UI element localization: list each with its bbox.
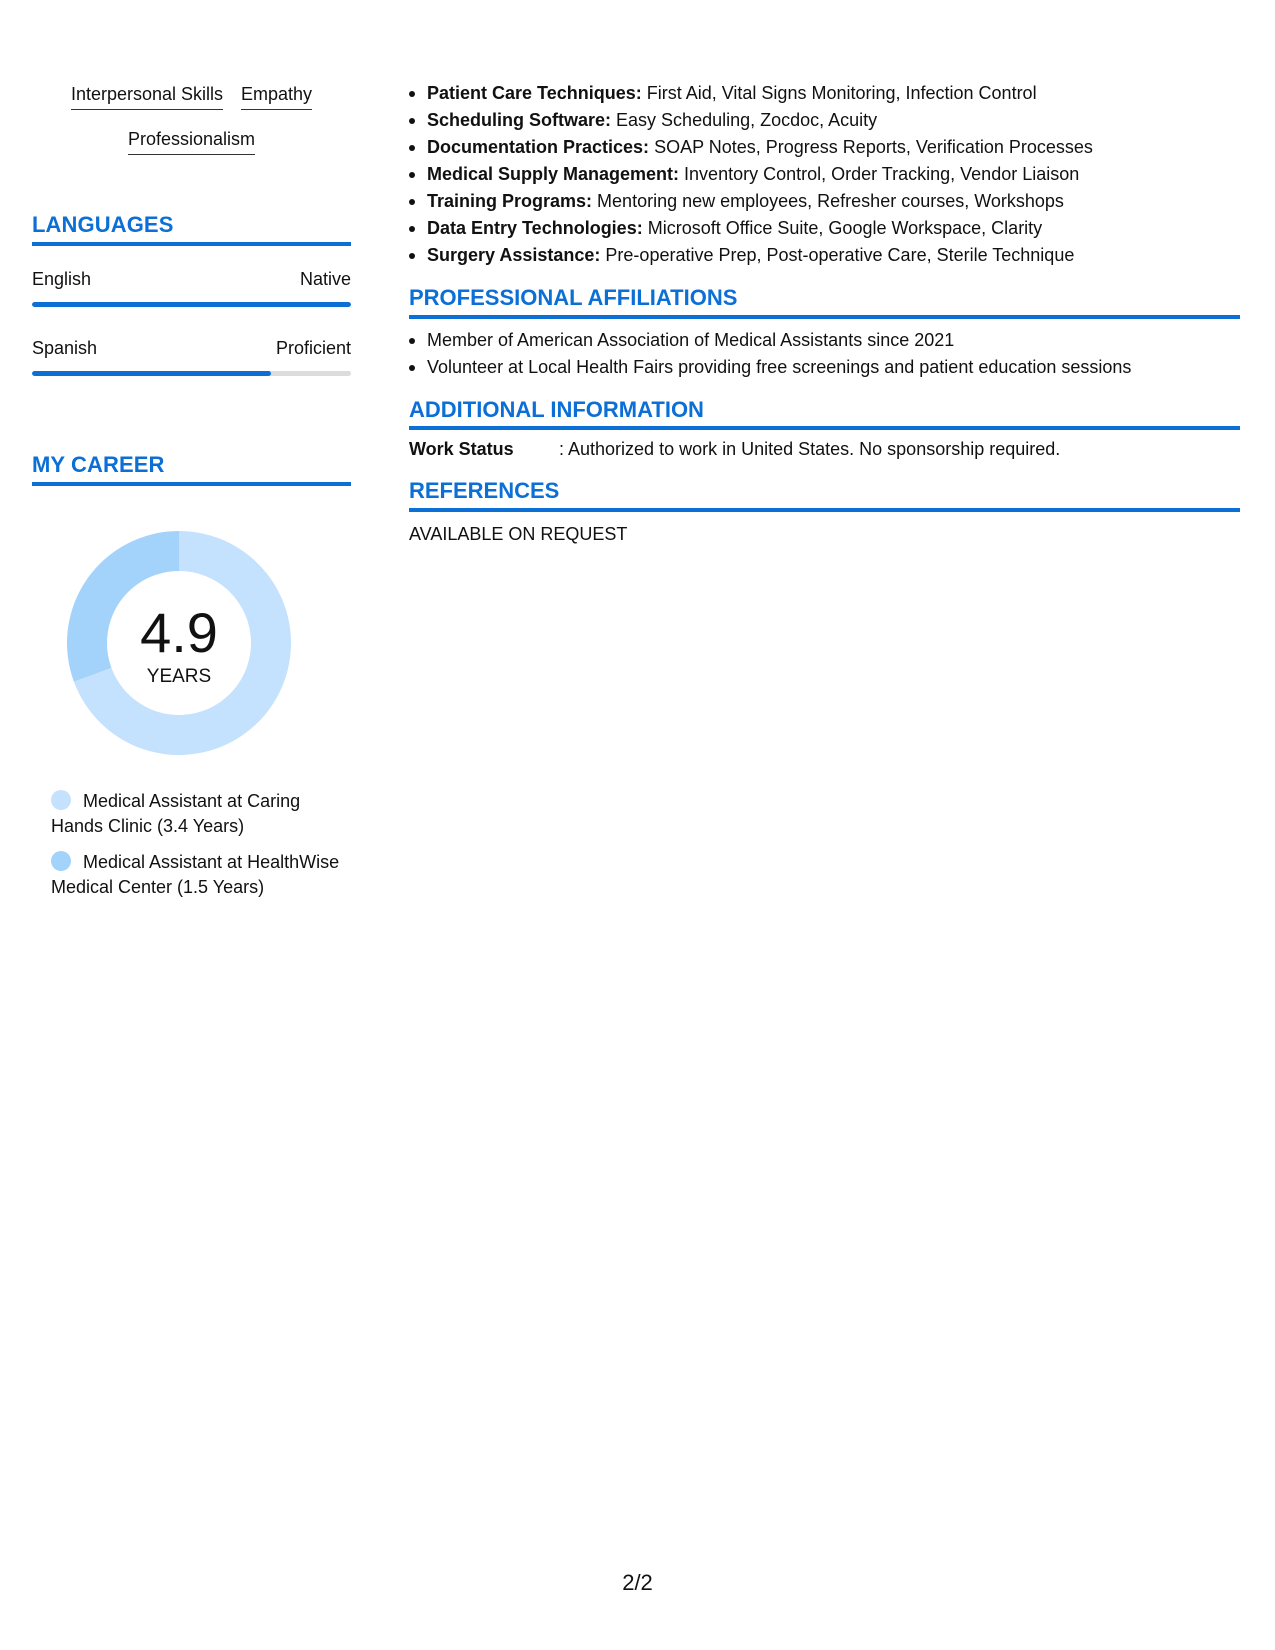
skills-row-2 xyxy=(32,127,351,172)
skill-category: Scheduling Software: xyxy=(427,110,612,130)
skill-category: Data Entry Technologies: xyxy=(427,218,643,238)
list-item xyxy=(409,80,1240,107)
skill-category: Medical Supply Management: xyxy=(427,164,680,184)
skill-values: Pre-operative Prep, Post-operative Care, Sterile Technique xyxy=(600,245,1075,265)
list-item: Volunteer at Local Health Fairs providing free screenings and patient education sessions xyxy=(409,354,1240,381)
skill-category: Training Programs: xyxy=(427,191,593,211)
affiliations-heading: PROFESSIONAL AFFILIATIONS xyxy=(409,285,738,310)
skill-values: Mentoring new employees, Refresher courses, Workshops xyxy=(592,191,1064,211)
language-item-english xyxy=(32,268,351,307)
list-item xyxy=(409,242,1240,269)
additional-info-heading: ADDITIONAL INFORMATION xyxy=(409,397,704,422)
skill-values: First Aid, Vital Signs Monitoring, Infection Control xyxy=(641,83,1037,103)
career-donut-chart xyxy=(66,530,292,756)
skill-values: SOAP Notes, Progress Reports, Verification Processes xyxy=(649,137,1093,157)
list-item xyxy=(409,107,1240,134)
career-legend xyxy=(51,789,341,911)
skills-row-1 xyxy=(32,82,351,127)
list-item xyxy=(409,161,1240,188)
work-status-row xyxy=(409,438,1060,460)
skill-category: Patient Care Techniques: xyxy=(427,83,642,103)
affiliations-divider xyxy=(409,315,1240,319)
language-proficiency-bar xyxy=(32,371,351,376)
legend-item xyxy=(51,850,341,899)
career-total-unit: YEARS xyxy=(146,666,212,687)
legend-label: Medical Assistant at HealthWise Medical Center (1.5 Years) xyxy=(51,852,340,897)
work-status-value: : Authorized to work in United States. No sponsorship required. xyxy=(559,439,1061,459)
language-proficiency-bar xyxy=(32,302,351,307)
skill-values: Microsoft Office Suite, Google Workspace, Clarity xyxy=(642,218,1043,238)
skill-category: Surgery Assistance: xyxy=(427,245,601,265)
list-item xyxy=(409,188,1240,215)
skill-tag: Empathy xyxy=(241,82,312,110)
languages-heading: LANGUAGES xyxy=(32,212,174,237)
skill-tag: Professionalism xyxy=(128,127,255,155)
references-heading: REFERENCES xyxy=(409,478,560,503)
language-name: Spanish xyxy=(32,338,98,358)
skill-values: Inventory Control, Order Tracking, Vendor Liaison xyxy=(679,164,1080,184)
page-number: 2/2 xyxy=(622,1570,653,1595)
language-item-spanish xyxy=(32,337,351,376)
legend-dot xyxy=(51,790,71,810)
legend-label: Medical Assistant at Caring Hands Clinic (3.4 Years) xyxy=(51,791,301,836)
legend-dot xyxy=(51,851,71,871)
list-item: Member of American Association of Medical Assistants since 2021 xyxy=(409,327,1240,354)
affiliations-list xyxy=(409,327,1240,381)
references-text: AVAILABLE ON REQUEST xyxy=(409,524,628,544)
language-name: English xyxy=(32,269,92,289)
language-proficiency-fill xyxy=(32,302,351,307)
skill-category: Documentation Practices: xyxy=(427,137,650,157)
language-proficiency-fill xyxy=(32,371,271,376)
language-level: Native xyxy=(299,269,351,289)
legend-item xyxy=(51,789,341,838)
skills-tags xyxy=(32,82,351,172)
career-divider xyxy=(32,482,351,486)
language-level: Proficient xyxy=(275,338,351,358)
additional-info-divider xyxy=(409,426,1240,430)
skill-values: Easy Scheduling, Zocdoc, Acuity xyxy=(611,110,878,130)
languages-divider xyxy=(32,242,351,246)
list-item xyxy=(409,215,1240,242)
references-divider xyxy=(409,508,1240,512)
career-total-years: 4.9 xyxy=(140,601,218,664)
technical-skills-list xyxy=(409,80,1240,269)
skill-tag: Interpersonal Skills xyxy=(71,82,223,110)
work-status-label: Work Status xyxy=(409,439,514,459)
list-item xyxy=(409,134,1240,161)
career-heading: MY CAREER xyxy=(32,452,165,477)
